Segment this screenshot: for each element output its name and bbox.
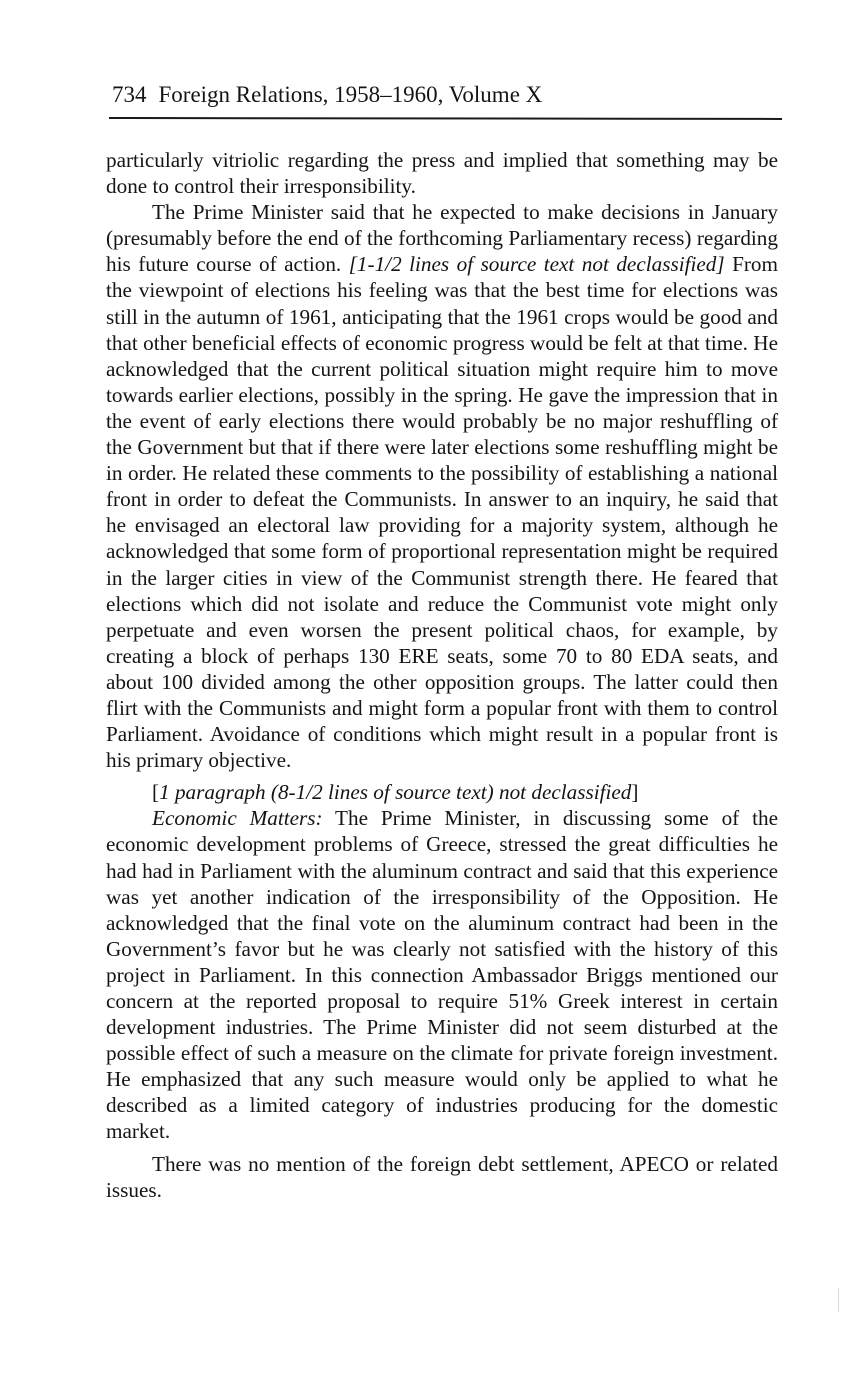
body-text xyxy=(106,147,778,1203)
not-declassified-note: [1-1/2 lines of source text not declassified] xyxy=(348,252,725,277)
header-rule xyxy=(109,117,782,120)
running-head xyxy=(112,80,780,110)
running-title: Foreign Relations, 1958–1960, Volume X xyxy=(158,82,543,107)
paragraph-elections-end: From the viewpoint of elections his feeling was that the best time for elections was still in the autumn of 1961, anticipating that the 1961 crops would be good and that other beneficial effects of economic progress would be felt at that time. He acknowledged that the current political situation might require him to move towards earlier elections, possibly in the spring. He gave the impression that in the event of early elections there would probably be no major reshuffling of the Government but that if there were later elections some reshuffling might be in order. He related these comments to the possibility of establishing a national front in order to defeat the Communists. In answer to an inquiry, he said that he envisaged an electoral law providing for a majority system, although he acknowledged that some form of proportional representation might be required in the larger cities in view of the Communist strength there. He feared that elections which did not isolate and reduce the Communist vote might only perpetuate and even worsen the present political chaos, for example, by creating a block of perhaps 130 ERE seats, some 70 to 80 EDA seats, and about 100 divided among the other opposition groups. The latter could then flirt with the Communists and might form a popular front with them to control Parliament. Avoidance of conditions which might result in a popular front is his primary objective. xyxy=(106,252,778,773)
section-label-economic-matters: Economic Matters: xyxy=(152,806,323,831)
paragraph-elections-start: The Prime Minister said that he expected to make decisions in January (presumably before the end of the forthcoming Parliamentary recess) regarding his future course of action. xyxy=(106,200,778,277)
page-number: 734 xyxy=(112,82,147,107)
paragraph-economic-matters xyxy=(106,805,778,1144)
paragraph-not-declassified xyxy=(106,779,778,805)
paragraph-elections xyxy=(106,199,778,773)
paragraph-closing: There was no mention of the foreign debt settlement, APECO or related issues. xyxy=(106,1151,778,1202)
paragraph-continuation: particularly vitriolic regarding the press and implied that something may be done to control their irresponsibility. xyxy=(106,148,778,199)
scan-edge-mark xyxy=(838,1288,851,1312)
bracket-open: [ xyxy=(152,780,160,805)
paragraph-not-declassified-text: 1 paragraph (8-1/2 lines of source text) not declassified xyxy=(159,780,632,805)
bracket-close: ] xyxy=(631,780,639,805)
paragraph-economic-text: The Prime Minister, in discussing some of the economic development problems of Greece, stressed the great difficulties he had had in Parliament with the aluminum contract and said that this experience was yet another indication of the irresponsibility of the Opposition. He acknowledged that the final vote on the aluminum contract had been in the Government’s favor but he was clearly not satisfied with the history of this project in Parliament. In this connection Ambassador Briggs mentioned our concern at the reported proposal to require 51% Greek interest in certain development industries. The Prime Minister did not seem disturbed at the possible effect of such a measure on the climate for private foreign investment. He emphasized that any such measure would only be applied to what he described as a limited category of industries producing for the domestic market. xyxy=(106,806,778,1144)
